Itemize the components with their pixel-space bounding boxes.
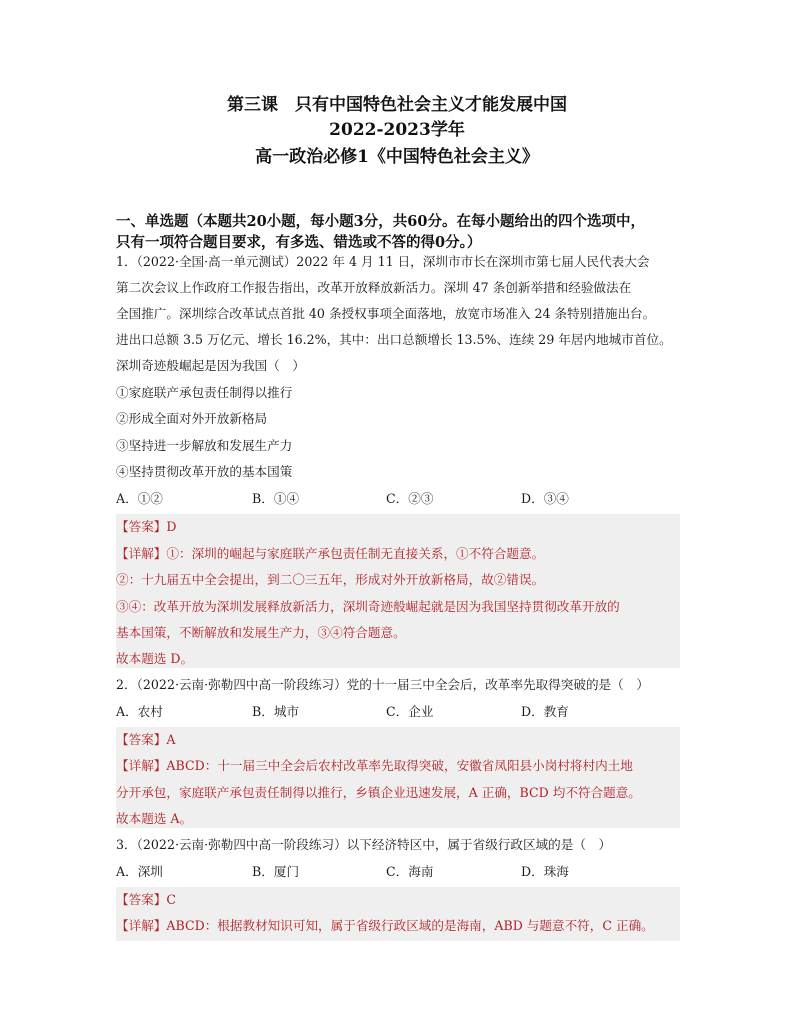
- course-title: 高一政治必修1《中国特色社会主义》: [255, 147, 539, 167]
- section-heading-line-1: 一、单选题（本题共20小题，每小题3分，共60分。在每小题给出的四个选项中，: [116, 213, 645, 230]
- q3-stem: 3．（2022·云南·弥勒四中高一阶段练习）以下经济特区中，属于省级行政区域的是（ ）: [116, 837, 612, 852]
- q2-answer: 【答案】A: [116, 732, 176, 747]
- q1-stem-line: 全国推广。深圳综合改革试点首批 40 条授权事项全面落地，放宽市场准入 24 条特别措施出台。: [116, 306, 656, 321]
- q1-statement: ④坚持贯彻改革开放的基本国策: [116, 464, 293, 479]
- q2-option-c[interactable]: C．企业: [386, 704, 434, 719]
- q1-option-c[interactable]: C．②③: [386, 491, 434, 506]
- q1-option-d[interactable]: D．③④: [521, 491, 569, 506]
- q1-statement: ②形成全面对外开放新格局: [116, 411, 268, 426]
- q1-statement: ③坚持进一步解放和发展生产力: [116, 438, 293, 453]
- q2-option-d[interactable]: D．教育: [521, 704, 569, 719]
- q1-stem-line: 深圳奇迹般崛起是因为我国（ ）: [116, 358, 305, 373]
- q1-statement: ①家庭联产承包责任制得以推行: [116, 385, 293, 400]
- section-heading-line-2: 只有一项符合题目要求，有多选、错选或不答的得0分。）: [116, 234, 482, 251]
- q2-option-b[interactable]: B．城市: [252, 704, 300, 719]
- q3-options: [116, 863, 680, 881]
- q3-explanation-line: 【详解】ABCD：根据教材知识可知，属于省级行政区域的是海南，ABD 与题意不符，C 正确。: [116, 918, 654, 933]
- q2-explanation-line: 分开承包，家庭联产承包责任制得以推行，乡镇企业迅速发展，A 正确，BCD 均不符合题意。: [116, 785, 641, 800]
- q3-option-d[interactable]: D．珠海: [521, 864, 569, 879]
- q1-explanation-line: 基本国策，不断解放和发展生产力，③④符合题意。: [116, 625, 406, 640]
- q1-stem-line: 1．（2022·全国·高一单元测试）2022 年 4 月 11 日，深圳市市长在深圳市第七届人民代表大会: [116, 254, 650, 269]
- school-year: 2022-2023学年: [329, 120, 465, 140]
- q1-explanation-line: ③④：改革开放为深圳发展释放新活力，深圳奇迹般崛起就是因为我国坚持贯彻改革开放的: [116, 599, 620, 614]
- q3-option-c[interactable]: C．海南: [386, 864, 434, 879]
- q2-options: [116, 703, 680, 721]
- q2-explanation-line: 【详解】ABCD：十一届三中全会后农村改革率先取得突破，安徽省凤阳县小岗村将村内土地: [116, 758, 633, 773]
- q1-explanation-line: ②：十九届五中全会提出，到二〇三五年，形成对外开放新格局，故②错误。: [116, 572, 545, 587]
- q1-stem-line: 第二次会议上作政府工作报告指出，改革开放释放新活力。深圳 47 条创新举措和经验做法在: [116, 280, 632, 295]
- q2-option-a[interactable]: A．农村: [116, 704, 163, 719]
- q1-stem-line: 进出口总额 3.5 万亿元、增长 16.2%，其中：出口总额增长 13.5%、连续 29 年居内地城市首位。: [116, 332, 672, 347]
- q1-option-b[interactable]: B．①④: [252, 491, 300, 506]
- q1-answer-block: [116, 514, 680, 668]
- q1-answer: 【答案】D: [116, 519, 177, 534]
- q3-option-b[interactable]: B．厦门: [252, 864, 300, 879]
- q3-answer-block: [116, 887, 680, 941]
- q1-options: [116, 490, 680, 508]
- q3-answer: 【答案】C: [116, 892, 177, 907]
- q1-option-a[interactable]: A．①②: [116, 491, 163, 506]
- lesson-title: 第三课 只有中国特色社会主义才能发展中国: [227, 95, 567, 115]
- q2-explanation-line: 故本题选 A。: [116, 811, 193, 826]
- q1-explanation-line: 故本题选 D。: [116, 651, 194, 666]
- q1-explanation-line: 【详解】①：深圳的崛起与家庭联产承包责任制无直接关系，①不符合题意。: [116, 546, 545, 561]
- q2-stem: 2．（2022·云南·弥勒四中高一阶段练习）党的十一届三中全会后，改革率先取得突破的是（ ）: [116, 677, 649, 692]
- q2-answer-block: [116, 727, 680, 828]
- q3-option-a[interactable]: A．深圳: [116, 864, 163, 879]
